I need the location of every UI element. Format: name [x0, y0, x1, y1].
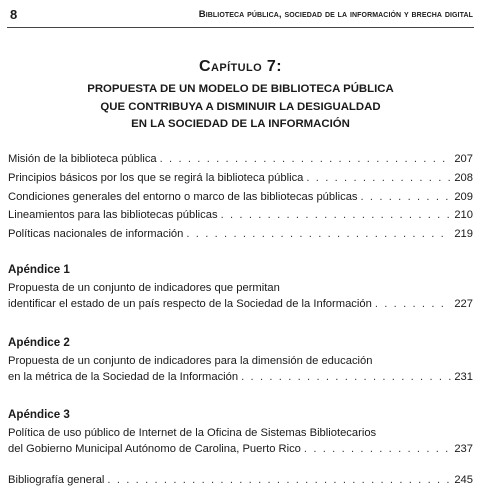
- appendix-heading: Apéndice 3: [8, 408, 70, 421]
- appendix-text-line: Propuesta de un conjunto de indicadores que permitan: [8, 282, 280, 294]
- toc-entry: [8, 172, 473, 191]
- chapter-title-line: PROPUESTA DE UN MODELO DE BIBLIOTECA PÚBLICA: [87, 83, 394, 95]
- appendix-text-line: Política de uso público de Internet de la Oficina de Sistemas Bibliotecarios: [8, 427, 377, 439]
- dot-leader: [304, 443, 451, 455]
- bibliography-section: [8, 474, 473, 493]
- table-of-contents: [8, 153, 473, 247]
- toc-entry: [8, 474, 473, 493]
- toc-entry-title: Condiciones generales del entorno o marco de las bibliotecas públicas: [8, 190, 358, 203]
- dot-leader: [306, 172, 451, 184]
- dot-leader: [160, 153, 452, 165]
- appendix-heading: Apéndice 1: [8, 263, 70, 276]
- chapter-heading: [0, 57, 481, 134]
- toc-entry-title: Lineamientos para las bibliotecas públicas: [8, 209, 218, 222]
- chapter-title-line: EN LA SOCIEDAD DE LA INFORMACIÓN: [131, 118, 350, 130]
- toc-entry-page: 209: [454, 190, 473, 203]
- page-header: [0, 0, 481, 26]
- toc-entry-title: del Gobierno Municipal Autónomo de Carolina, Puerto Rico: [8, 442, 301, 455]
- appendix-section: [8, 260, 473, 317]
- page-number: 8: [10, 7, 18, 22]
- toc-entry: [8, 209, 473, 228]
- header-rule: [7, 27, 474, 28]
- chapter-title-line: QUE CONTRIBUYA A DISMINUIR LA DESIGUALDAD: [100, 100, 381, 113]
- toc-entry-page: 210: [454, 209, 473, 222]
- dot-leader: [221, 209, 452, 221]
- toc-entry-title: Principios básicos por los que se regirá la biblioteca pública: [8, 171, 304, 184]
- chapter-title: [0, 81, 481, 134]
- chapter-label: Capítulo 7:: [199, 58, 282, 75]
- toc-entry: [8, 371, 473, 390]
- toc-entry-title: en la métrica de la Sociedad de la Información: [8, 370, 239, 383]
- dot-leader: [361, 191, 452, 203]
- toc-entry-page: 227: [454, 297, 473, 310]
- appendix-section: [8, 405, 473, 462]
- toc-entry: [8, 298, 473, 317]
- toc-entry-title: Políticas nacionales de información: [8, 228, 184, 241]
- toc-entry: [8, 153, 473, 172]
- appendix-heading: Apéndice 2: [8, 336, 70, 349]
- dot-leader: [107, 474, 451, 486]
- dot-leader: [241, 371, 451, 383]
- toc-entry-page: 231: [454, 370, 473, 383]
- toc-entry-page: 245: [454, 474, 473, 486]
- running-head: Biblioteca pública, sociedad de la información y brecha digital: [198, 9, 473, 20]
- dot-leader: [186, 228, 451, 240]
- toc-entry-title: identificar el estado de un país respecto de la Sociedad de la Información: [8, 297, 372, 310]
- toc-entry-page: 207: [454, 153, 473, 165]
- dot-leader: [375, 298, 452, 310]
- appendix-text-line: Propuesta de un conjunto de indicadores para la dimensión de educación: [8, 355, 373, 367]
- toc-entry: [8, 191, 473, 210]
- toc-entry-title: Misión de la biblioteca pública: [8, 153, 157, 165]
- toc-entry: [8, 228, 473, 247]
- appendix-section: [8, 333, 473, 390]
- toc-entry-page: 208: [454, 171, 473, 184]
- toc-entry: [8, 443, 473, 462]
- toc-entry-page: 219: [454, 228, 473, 241]
- toc-entry-title: Bibliografía general: [8, 474, 105, 486]
- toc-entry-page: 237: [454, 442, 473, 455]
